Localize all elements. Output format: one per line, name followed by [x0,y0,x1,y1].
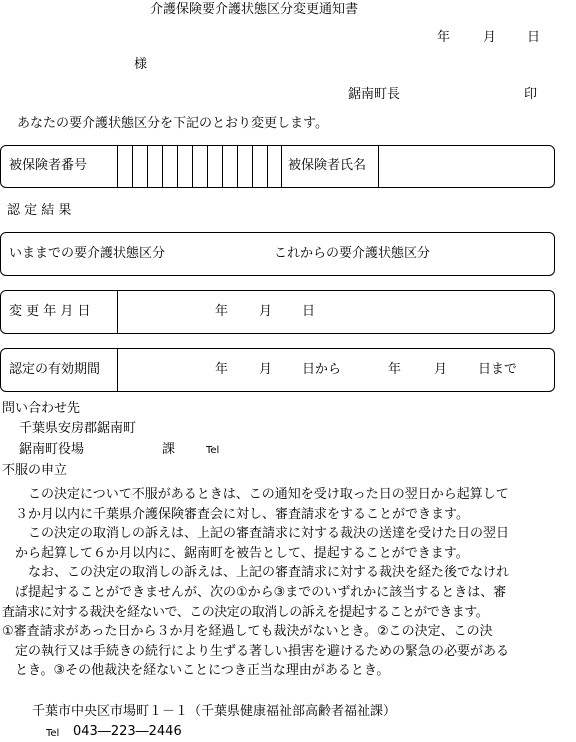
insured-number-label: 被保険者番号 [9,158,88,173]
number-cell-divider [177,146,178,187]
appeal-line: 定の執行又は手続きの続行により生ずる著しい損害を避けるための緊急の必要がある [15,643,510,659]
contact-heading: 問い合わせ先 [2,401,81,416]
change-date-label: 変 更 年 月 日 [9,304,91,319]
contact-address: 千葉県安房郡鋸南町 [19,421,137,436]
seal-mark: 印 [524,87,538,102]
number-cell-divider [207,146,208,187]
issue-date-day: 日 [527,30,541,45]
agency-tel-label: Tel [46,728,60,739]
number-cell-divider [192,146,193,187]
agency-tel-number: 043―223―2446 [73,724,182,739]
contact-office: 鋸南町役場 [19,442,85,457]
number-cell-divider [147,146,148,187]
number-cell-divider [162,146,163,187]
number-cell-divider [267,146,268,187]
validity-period-divider [117,349,118,391]
insured-name-label: 被保険者氏名 [288,158,367,173]
change-date-year: 年 [215,304,229,319]
change-date-divider [117,291,118,333]
number-cell-divider [252,146,253,187]
appeal-body [0,485,576,681]
validity-to-day: 日まで [478,362,518,377]
appeal-line: なお、この決定の取消しの訴えは、上記の審査請求に対する裁決を経た後でなけれ [15,565,510,581]
number-cell-divider [132,146,133,187]
new-care-level-label: これからの要介護状態区分 [274,246,431,261]
previous-care-level-label: いままでの要介護状態区分 [9,246,166,261]
validity-from-month: 月 [259,362,273,377]
number-cell-divider [117,146,118,187]
name-cell-divider [378,146,379,187]
appeal-line: から起算して６か月以内に、鋸南町を被告として、提起することができます。 [15,545,469,561]
contact-section: 課 [162,442,176,457]
appeal-line: ば提起することができませんが、次の①から③までのいずれかに該当するときは、審 [15,584,507,600]
change-date-month: 月 [259,304,273,319]
addressee-suffix: 様 [134,57,148,72]
number-cell-divider [281,146,282,187]
validity-from-year: 年 [215,362,229,377]
validity-to-year: 年 [388,362,402,377]
contact-tel-label: Tel [206,445,220,456]
validity-period-box [0,348,555,392]
validity-from-day: 日から [302,362,342,377]
change-date-box [0,290,555,334]
number-cell-divider [222,146,223,187]
appeal-heading: 不服の申立 [2,463,68,478]
change-date-day: 日 [302,304,316,319]
number-cell-divider [237,146,238,187]
appeal-line: 査請求に対する裁決を経ないで、この決定の取消しの訴えを提起することができます。 [2,604,489,620]
document-title: 介護保険要介護状態区分変更通知書 [150,2,359,17]
validity-to-month: 月 [434,362,448,377]
insured-info-box [0,145,555,188]
appeal-line: この決定について不服があるときは、この通知を受け取った日の翌日から起算して [15,487,509,502]
issue-date-month: 月 [483,30,497,45]
appeal-line: この決定の取消しの訴えは、上記の審査請求に対する裁決の送達を受けた日の翌日 [15,526,510,542]
issuer-name: 鋸南町長 [348,87,401,102]
agency-address: 千葉市中央区市場町１－１（千葉県健康福祉部高齢者福祉課） [32,704,397,719]
validity-period-label: 認定の有効期間 [9,362,101,377]
appeal-line: ３か月以内に千葉県介護保険審査会に対し、審査請求をすることができます。 [15,506,469,522]
intro-sentence: あなたの要介護状態区分を下記のとおり変更します。 [17,116,328,131]
issue-date-year: 年 [437,30,451,45]
care-level-box [0,232,555,276]
appeal-line: ①審査請求があった日から３か月を経過しても裁決がないとき。②この決定、この決 [2,624,493,640]
result-heading: 認 定 結 果 [7,203,72,218]
appeal-line: とき。③その他裁決を経ないことにつき正当な理由があるとき。 [15,663,390,679]
